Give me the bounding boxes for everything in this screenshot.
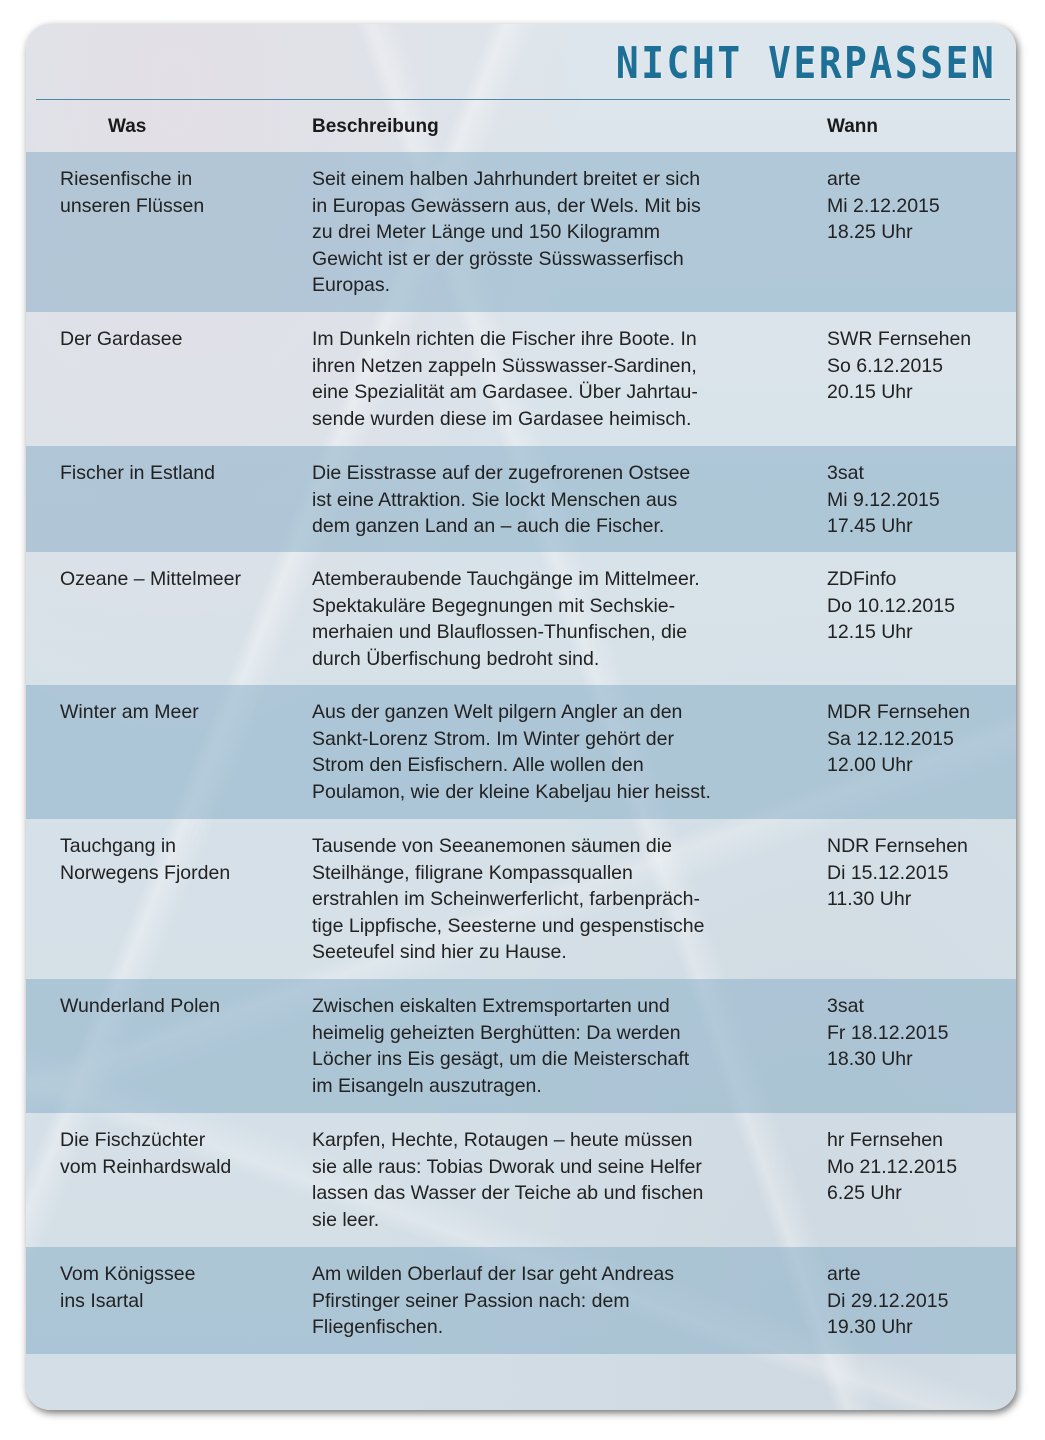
cell-wann-line: 3sat	[827, 995, 864, 1017]
cell-beschreibung-line: Poulamon, wie der kleine Kabeljau hier heisst.	[312, 780, 711, 803]
cell-was-line: Die Fischzüchter	[60, 1129, 206, 1151]
cell-wann-line: 19.30 Uhr	[827, 1316, 913, 1339]
cell-beschreibung-line: Aus der ganzen Welt pilgern Angler an den	[312, 701, 683, 723]
cell-beschreibung-line: Europas.	[312, 274, 391, 297]
cell-wann-line: arte	[827, 168, 861, 190]
cell-wann-line: SWR Fernsehen	[827, 328, 972, 350]
cell-beschreibung	[312, 699, 711, 805]
cell-beschreibung-line: Tausende von Seeanemonen säumen die	[312, 835, 672, 857]
table-row	[26, 552, 1016, 685]
cell-beschreibung-line: in Europas Gewässern aus, der Wels. Mit bis	[312, 194, 701, 217]
cell-beschreibung	[312, 326, 698, 432]
cell-wann	[827, 166, 940, 246]
cell-beschreibung	[312, 993, 689, 1099]
cell-beschreibung-line: Steilhänge, filigrane Kompassquallen	[312, 861, 633, 884]
cell-was	[60, 833, 230, 886]
cell-wann-line: Do 10.12.2015	[827, 594, 955, 617]
column-header-wann: Wann	[827, 116, 879, 137]
cell-was-line: ins Isartal	[60, 1289, 144, 1312]
cell-beschreibung-line: merhaien und Blauflossen-Thunfischen, die	[312, 621, 688, 644]
cell-was-line: Riesenfische in	[60, 168, 193, 190]
cell-was-line: Vom Königssee	[60, 1263, 196, 1285]
cell-wann-line: So 6.12.2015	[827, 354, 944, 377]
cell-beschreibung-line: Karpfen, Hechte, Rotaugen – heute müssen	[312, 1129, 693, 1151]
cell-beschreibung-line: Fliegenfischen.	[312, 1316, 444, 1339]
cell-was	[60, 993, 220, 1020]
cell-wann-line: 20.15 Uhr	[827, 381, 913, 404]
cell-beschreibung-line: Die Eisstrasse auf der zugefrorenen Ostsee	[312, 462, 691, 484]
cell-beschreibung	[312, 460, 690, 540]
cell-beschreibung-line: Seit einem halben Jahrhundert breitet er sich	[312, 168, 701, 190]
cell-wann-line: 12.00 Uhr	[827, 754, 913, 777]
cell-was-line: vom Reinhardswald	[60, 1155, 232, 1178]
cell-beschreibung-line: lassen das Wasser der Teiche ab und fischen	[312, 1182, 704, 1205]
column-header-beschreibung: Beschreibung	[312, 116, 439, 137]
cell-beschreibung	[312, 833, 704, 966]
table-row	[26, 979, 1016, 1113]
cell-beschreibung-line: durch Überfischung bedroht sind.	[312, 647, 600, 670]
cell-beschreibung	[312, 1127, 703, 1233]
cell-beschreibung-line: sende wurden diese im Gardasee heimisch.	[312, 407, 692, 430]
cell-wann-line: Mi 2.12.2015	[827, 194, 940, 217]
cell-was	[60, 699, 199, 726]
cell-beschreibung-line: eine Spezialität am Gardasee. Über Jahrtau-	[312, 381, 698, 404]
cell-wann-line: arte	[827, 1263, 861, 1285]
cell-beschreibung-line: heimelig geheizten Berghütten: Da werden	[312, 1021, 681, 1044]
cell-beschreibung-line: sie alle raus: Tobias Dworak und seine Helfer	[312, 1155, 702, 1178]
table-row	[26, 819, 1016, 979]
cell-beschreibung-line: Im Dunkeln richten die Fischer ihre Boote. In	[312, 328, 697, 350]
tv-listing-card	[26, 24, 1016, 1410]
cell-wann-line: Di 15.12.2015	[827, 861, 949, 884]
cell-wann-line: NDR Fernsehen	[827, 835, 968, 857]
cell-beschreibung-line: tige Lippfische, Seesterne und gespenstische	[312, 914, 705, 937]
cell-wann-line: Mi 9.12.2015	[827, 488, 940, 511]
cell-beschreibung-line: Sankt-Lorenz Strom. Im Winter gehört der	[312, 727, 674, 750]
cell-beschreibung	[312, 166, 701, 299]
cell-wann	[827, 1127, 957, 1207]
table-row	[26, 446, 1016, 552]
cell-was	[60, 1261, 196, 1314]
cell-wann	[827, 993, 948, 1073]
page-title: NICHT VERPASSEN	[615, 38, 996, 89]
cell-wann-line: 11.30 Uhr	[827, 888, 912, 911]
cell-beschreibung-line: Spektakuläre Begegnungen mit Sechskie-	[312, 594, 676, 617]
cell-beschreibung-line: sie leer.	[312, 1208, 380, 1231]
table-row	[26, 152, 1016, 312]
cell-was-line: Norwegens Fjorden	[60, 861, 231, 884]
table-row	[26, 1247, 1016, 1354]
cell-beschreibung-line: dem ganzen Land an – auch die Fischer.	[312, 515, 665, 538]
cell-was	[60, 326, 182, 353]
cell-beschreibung-line: Seeteufel sind hier zu Hause.	[312, 941, 567, 964]
cell-was	[60, 460, 215, 487]
table-row	[26, 685, 1016, 819]
cell-wann-line: 6.25 Uhr	[827, 1182, 902, 1205]
cell-was-line: Tauchgang in	[60, 835, 177, 857]
cell-was-line: unseren Flüssen	[60, 194, 205, 217]
cell-was-line: Fischer in Estland	[60, 462, 215, 484]
cell-wann	[827, 833, 968, 913]
cell-wann-line: MDR Fernsehen	[827, 701, 971, 723]
cell-wann	[827, 460, 940, 540]
column-header-was: Was	[108, 116, 147, 137]
cell-beschreibung	[312, 566, 700, 672]
table-row	[26, 1113, 1016, 1247]
cell-was-line: Wunderland Polen	[60, 995, 221, 1017]
cell-beschreibung-line: Strom den Eisfischern. Alle wollen den	[312, 754, 644, 777]
cell-beschreibung	[312, 1261, 674, 1341]
cell-wann-line: 3sat	[827, 462, 864, 484]
cell-wann-line: 18.30 Uhr	[827, 1048, 913, 1071]
cell-was-line: Winter am Meer	[60, 701, 199, 723]
cell-wann-line: 12.15 Uhr	[827, 621, 913, 644]
cell-was	[60, 566, 241, 593]
cell-beschreibung-line: Atemberaubende Tauchgänge im Mittelmeer.	[312, 568, 700, 590]
cell-wann-line: Mo 21.12.2015	[827, 1155, 958, 1178]
cell-was-line: Der Gardasee	[60, 328, 183, 350]
cell-wann-line: 17.45 Uhr	[827, 515, 913, 538]
header-divider	[36, 99, 1010, 100]
cell-beschreibung-line: erstrahlen im Scheinwerferlicht, farbenpräch-	[312, 888, 701, 911]
cell-beschreibung-line: Gewicht ist er der grösste Süsswasserfisch	[312, 247, 684, 270]
cell-beschreibung-line: Zwischen eiskalten Extremsportarten und	[312, 995, 670, 1017]
cell-wann-line: ZDFinfo	[827, 568, 897, 590]
cell-wann	[827, 566, 955, 646]
cell-was-line: Ozeane – Mittelmeer	[60, 568, 241, 590]
cell-beschreibung-line: ist eine Attraktion. Sie lockt Menschen aus	[312, 488, 678, 511]
cell-was	[60, 1127, 231, 1180]
cell-beschreibung-line: Am wilden Oberlauf der Isar geht Andreas	[312, 1263, 675, 1285]
cell-beschreibung-line: zu drei Meter Länge und 150 Kilogramm	[312, 221, 660, 244]
cell-wann-line: Di 29.12.2015	[827, 1289, 949, 1312]
cell-beschreibung-line: im Eisangeln auszutragen.	[312, 1074, 542, 1097]
cell-wann-line: Fr 18.12.2015	[827, 1021, 949, 1044]
cell-was	[60, 166, 204, 219]
table-row	[26, 312, 1016, 446]
cell-beschreibung-line: ihren Netzen zappeln Süsswasser-Sardinen,	[312, 354, 697, 377]
cell-wann-line: Sa 12.12.2015	[827, 727, 954, 750]
cell-wann	[827, 699, 970, 779]
cell-wann	[827, 1261, 948, 1341]
cell-wann-line: hr Fernsehen	[827, 1129, 943, 1151]
cell-beschreibung-line: Pfirstinger seiner Passion nach: dem	[312, 1289, 630, 1312]
cell-beschreibung-line: Löcher ins Eis gesägt, um die Meisterschaft	[312, 1048, 690, 1071]
cell-wann	[827, 326, 971, 406]
cell-wann-line: 18.25 Uhr	[827, 221, 913, 244]
